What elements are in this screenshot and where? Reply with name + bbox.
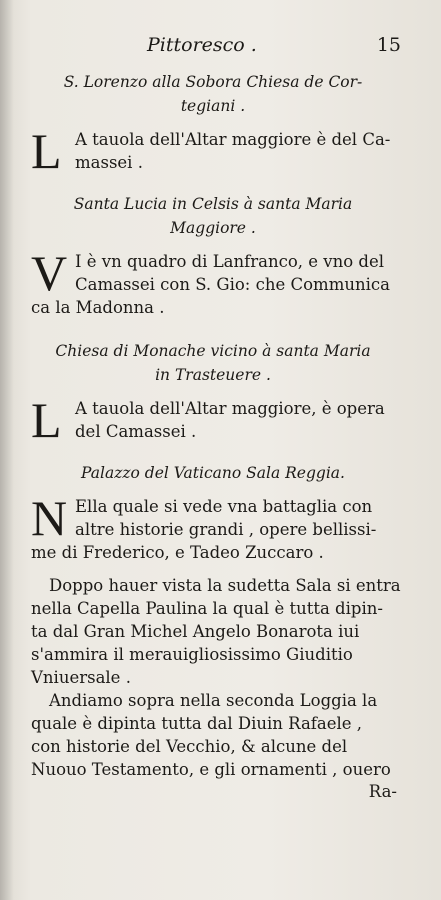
section-heading-vaticano: [19, 461, 407, 485]
section-heading-lucia: [19, 192, 407, 240]
text-line: I è vn quadro di Lanfranco, e vno del: [75, 252, 384, 271]
drop-initial: L: [31, 392, 62, 448]
section-heading-monache: [19, 339, 407, 387]
drop-initial: V: [31, 245, 68, 301]
paragraph-monache: [31, 392, 401, 448]
heading-line: in Trasteuere .: [155, 366, 271, 384]
heading-line: Santa Lucia in Celsis à santa Maria: [73, 195, 353, 213]
text-line: massei .: [75, 153, 143, 172]
text-line: Ella quale si vede vna battaglia con: [75, 497, 373, 516]
text-line: ta dal Gran Michel Angelo Bonarota iui: [31, 622, 360, 641]
heading-line: S. Lorenzo alla Sobora Chiesa de Cor-: [63, 73, 363, 91]
running-title: Pittoresco .: [147, 34, 257, 56]
text-line: s'ammira il merauigliosissimo Giuditio: [31, 645, 353, 664]
catchword: Ra-: [368, 782, 397, 801]
heading-line: Chiesa di Monache vicino à santa Maria: [55, 342, 371, 360]
heading-line: Palazzo del Vaticano Sala Reggia.: [81, 464, 345, 482]
text-line: altre historie grandi , opere bellissi-: [75, 520, 377, 539]
text-line: A tauola dell'Altar maggiore, è opera: [75, 399, 385, 418]
heading-line: tegiani .: [180, 97, 246, 115]
heading-line: Maggiore .: [170, 219, 256, 237]
text-line: nella Capella Paulina la qual è tutta dipin-: [31, 599, 383, 618]
page-number: 15: [376, 34, 401, 56]
text-line: quale è dipinta tutta dal Diuin Rafaele ,: [31, 714, 363, 733]
paragraph-loggia: [31, 689, 401, 781]
paragraph-lorenzo: [31, 123, 401, 179]
drop-initial: N: [31, 490, 68, 546]
text-line: ca la Madonna .: [31, 298, 165, 317]
paragraph-vaticano: [31, 490, 401, 564]
section-heading-lorenzo: [19, 70, 407, 118]
paragraph-capella-paulina: [31, 574, 401, 689]
drop-initial: L: [31, 123, 62, 179]
text-line: me di Frederico, e Tadeo Zuccaro .: [31, 543, 324, 562]
running-head: [31, 34, 401, 60]
text-line: A tauola dell'Altar maggiore è del Ca-: [75, 130, 391, 149]
text-line: Vniuersale .: [31, 668, 131, 687]
text-line: con historie del Vecchio, & alcune del: [31, 737, 348, 756]
text-line: Camassei con S. Gio: che Communica: [75, 275, 390, 294]
text-line: Nuouo Testamento, e gli ornamenti , ouero: [31, 760, 391, 779]
text-line: Andiamo sopra nella seconda Loggia la: [49, 691, 378, 710]
text-line: Doppo hauer vista la sudetta Sala si entra: [49, 576, 401, 595]
text-line: del Camassei .: [75, 422, 197, 441]
paragraph-lucia: [31, 245, 401, 319]
